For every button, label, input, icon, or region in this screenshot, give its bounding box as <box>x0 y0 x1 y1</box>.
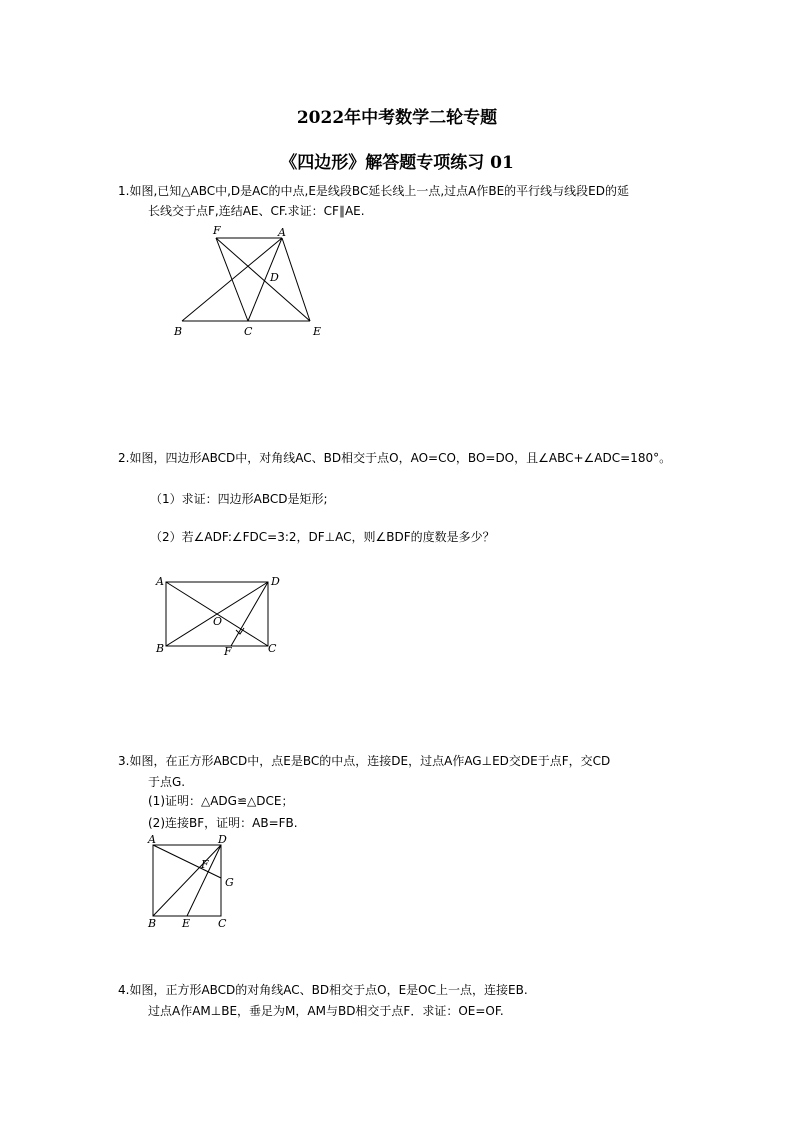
fig3-label-C: C <box>218 917 227 930</box>
fig2-label-D: D <box>271 575 280 588</box>
fig2-label-O: O <box>213 615 223 628</box>
problem-1-figure <box>170 222 330 342</box>
fig2-label-B: B <box>156 642 165 655</box>
fig3-label-E: E <box>182 917 191 930</box>
fig1-label-C: C <box>244 325 253 338</box>
problem-4-line-1: 4.如图，正方形ABCD的对角线AC、BD相交于点O，E是OC上一点，连接EB. <box>118 983 528 997</box>
problem-1-line-2: 长线交于点F,连结AE、CF.求证：CF∥AE. <box>148 204 365 218</box>
fig3-label-D: D <box>218 833 227 846</box>
fig3-label-G: G <box>225 876 234 889</box>
page-title: 2022年中考数学二轮专题 <box>296 108 498 128</box>
problem-4-line-2: 过点A作AM⊥BE，垂足为M，AM与BD相交于点F．求证：OE=OF. <box>148 1004 504 1018</box>
fig1-label-E: E <box>313 325 322 338</box>
problem-3-line-3: (1)证明：△ADG≌△DCE； <box>148 794 294 808</box>
problem-2-line-3: （2）若∠ADF:∠FDC=3:2，DF⊥AC，则∠BDF的度数是多少？ <box>150 530 495 544</box>
problem-1-line-1: 1.如图,已知△ABC中,D是AC的中点,E是线段BC延长线上一点,过点A作BE的平行线与线段ED的延 <box>118 184 629 198</box>
problem-2-line-2: （1）求证：四边形ABCD是矩形; <box>150 492 328 506</box>
fig3-label-B: B <box>148 917 157 930</box>
problem-3-line-2: 于点G. <box>148 775 186 789</box>
problem-3-figure <box>144 832 244 932</box>
page-subtitle: 《四边形》解答题专项练习 01 <box>280 153 514 173</box>
problem-3-line-1: 3.如图，在正方形ABCD中，点E是BC的中点，连接DE，过点A作AG⊥ED交DE于点F，交CD <box>118 754 611 768</box>
fig3-label-F: F <box>201 858 209 871</box>
fig3-label-A: A <box>148 833 156 846</box>
fig2-label-C: C <box>268 642 277 655</box>
problem-2-figure <box>150 572 290 660</box>
fig1-label-D: D <box>270 271 279 284</box>
fig2-label-F: F <box>224 645 232 658</box>
problem-2-line-1: 2.如图，四边形ABCD中，对角线AC、BD相交于点O，AO=CO，BO=DO，且∠ABC+∠ADC=180°。 <box>118 451 672 465</box>
fig2-label-A: A <box>156 575 164 588</box>
fig1-label-B: B <box>174 325 183 338</box>
problem-3-line-4: (2)连接BF，证明：AB=FB. <box>148 816 298 830</box>
fig1-label-F: F <box>213 224 221 237</box>
fig1-label-A: A <box>278 226 286 239</box>
